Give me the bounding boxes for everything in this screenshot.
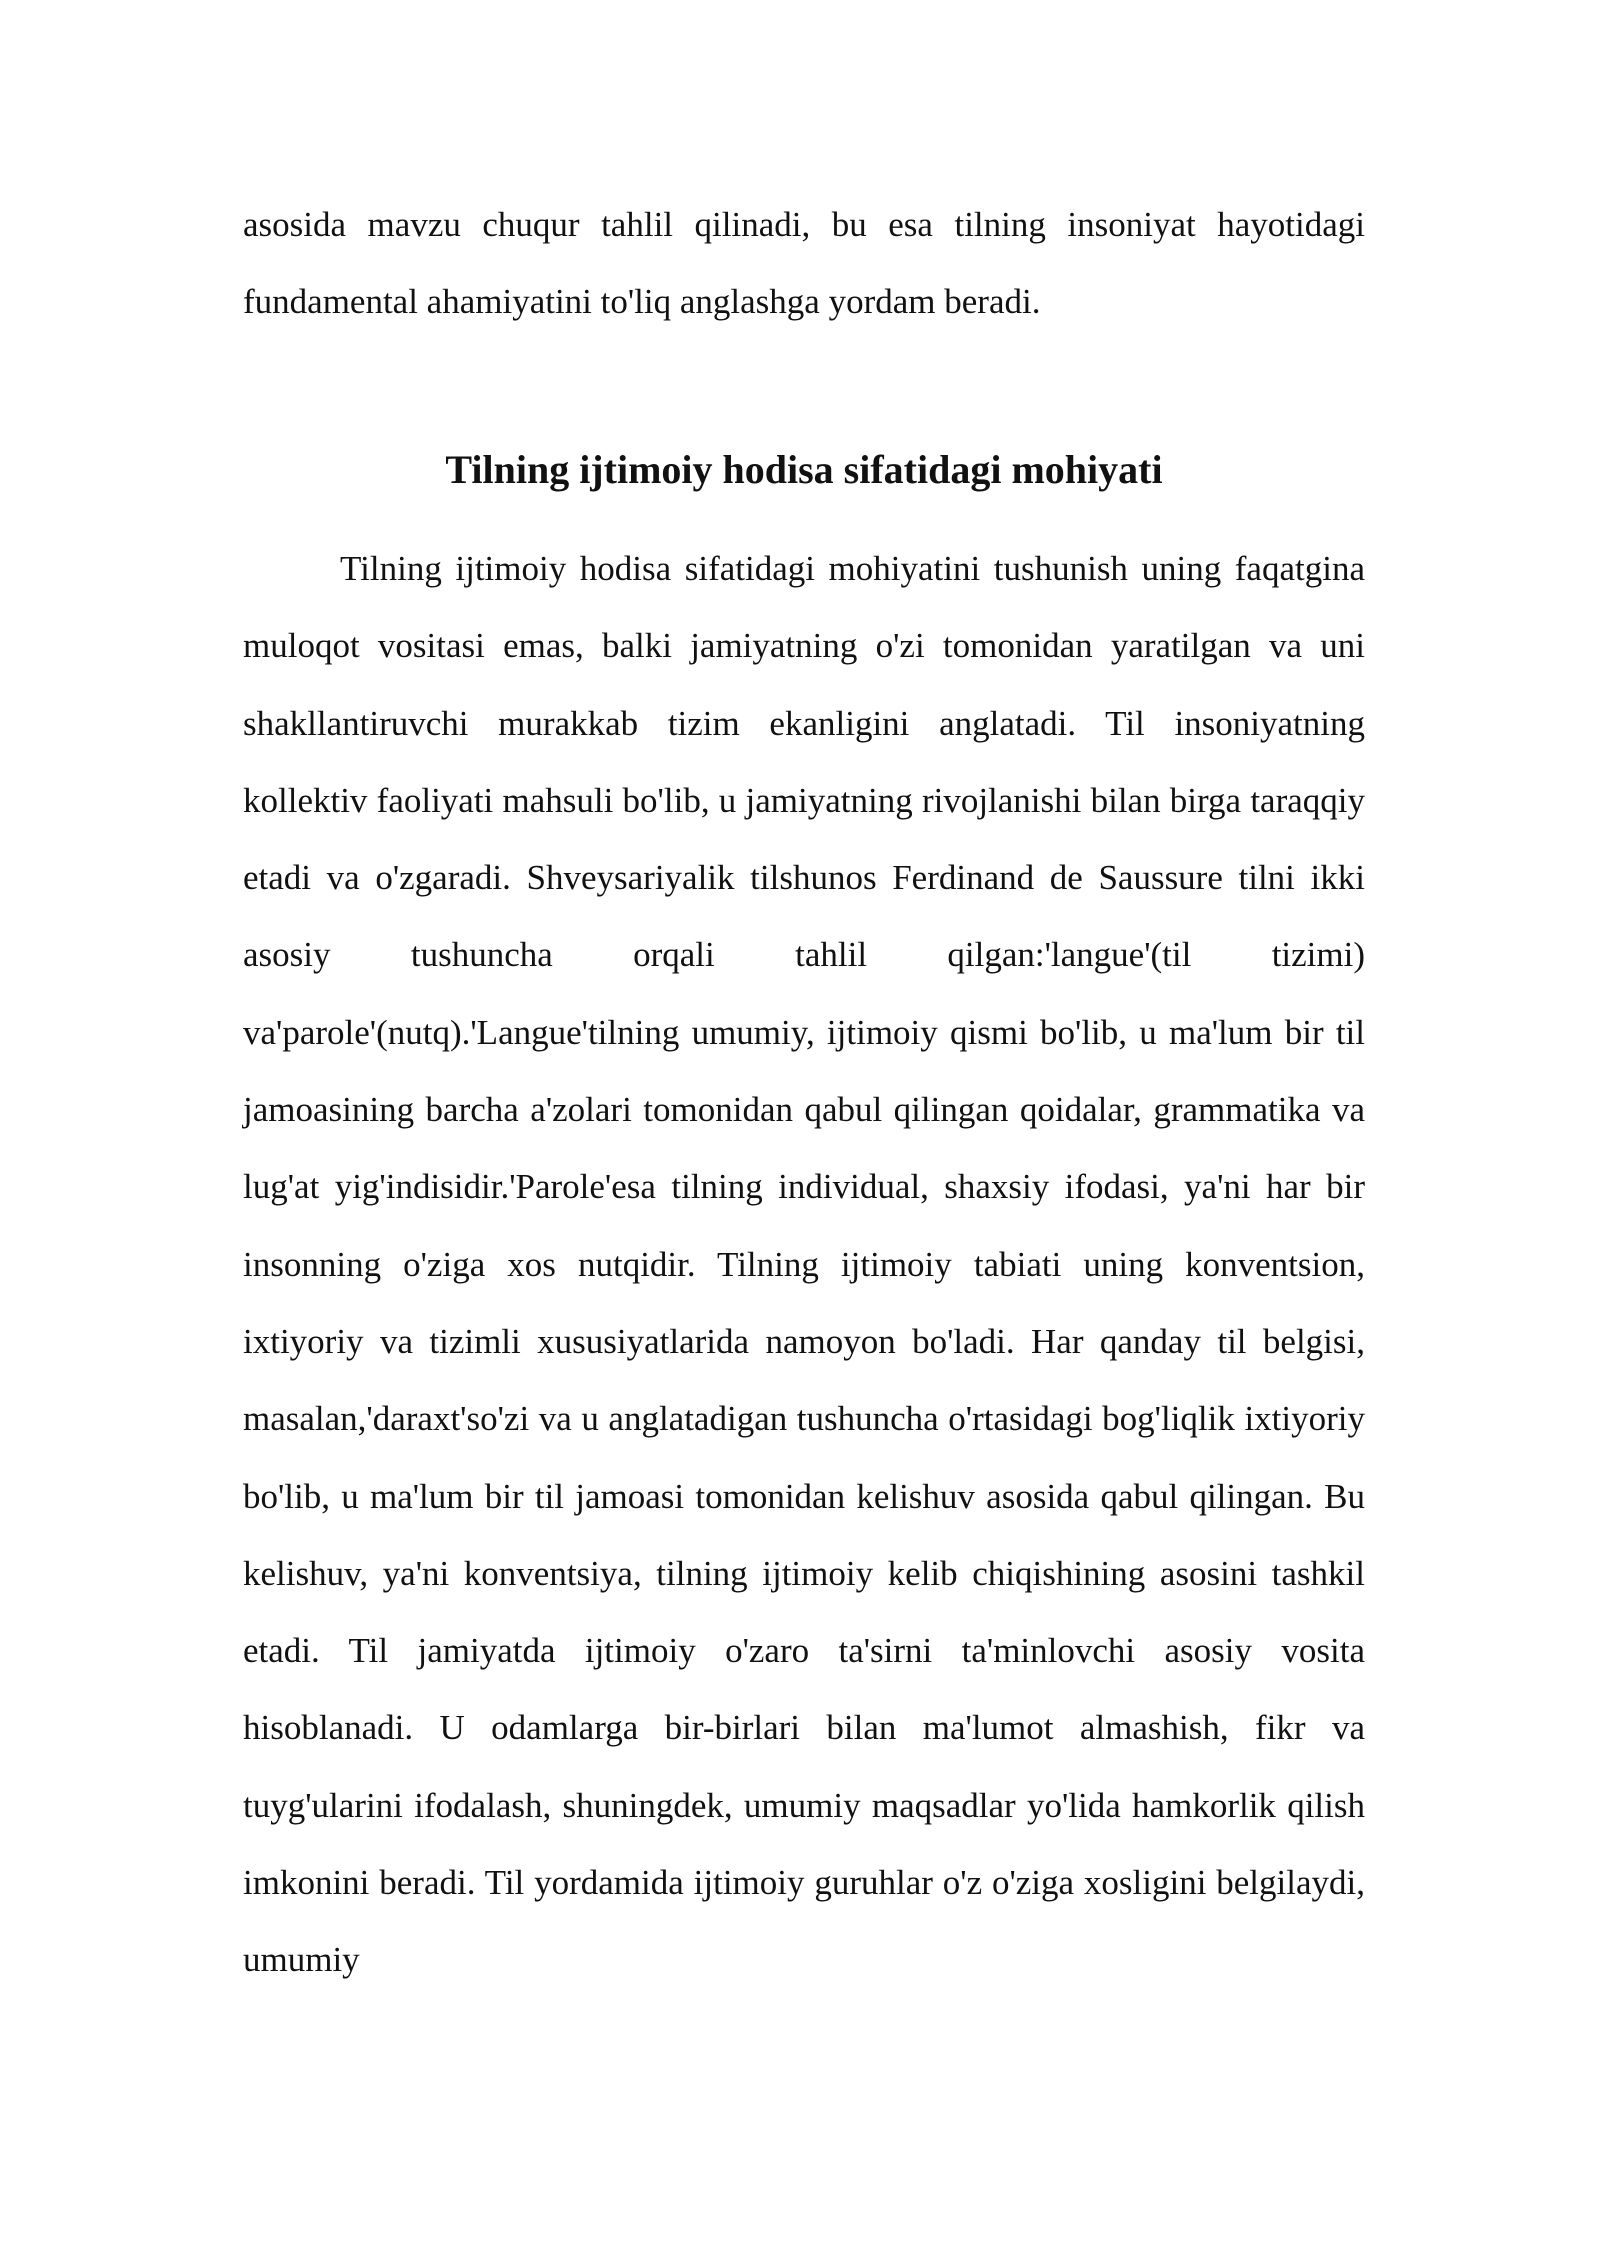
intro-paragraph: asosida mavzu chuqur tahlil qilinadi, bu esa tilning insoniyat hayotidagi fundamental ahamiyatini to'liq anglashga yordam beradi. [243,205,1365,322]
body-paragraph: Tilning ijtimoiy hodisa sifatidagi mohiyatini tushunish uning faqatgina muloqot vositasi emas, balki jamiyatning o'zi tomonidan yaratilgan va uni shakllantiruvchi murakkab tizim ekanligini anglatadi. Til insoniyatning kollektiv faoliyati mahsuli bo'lib, u jamiyatning rivojlanishi bilan birga taraqqiy etadi va o'zgaradi. Shveysariyalik tilshunos Ferdinand de Saussure tilni ikki asosiy tushuncha orqali tahlil qilgan:'langue'(til tizimi) va'parole'(nutq).'Langue'tilning umumiy, ijtimoiy qismi bo'lib, u ma'lum bir til jamoasining barcha a'zolari tomonidan qabul qilingan qoidalar, grammatika va lug'at yig'indisidir.'Parole'esa tilning individual, shaxsiy ifodasi, ya'ni har bir insonning o'ziga xos nutqidir. Tilning ijtimoiy tabiati uning konventsion, ixtiyoriy va tizimli xususiyatlarida namoyon bo'ladi. Har qanday til belgisi, masalan,'daraxt'so'zi va u anglatadigan tushuncha o'rtasidagi bog'liqlik ixtiyoriy bo'lib, u ma'lum bir til jamoasi tomonidan kelishuv asosida qabul qilingan. Bu kelishuv, ya'ni konventsiya, tilning ijtimoiy kelib chiqishining asosini tashkil etadi. Til jamiyatda ijtimoiy o'zaro ta'sirni ta'minlovchi asosiy vosita hisoblanadi. U odamlarga bir-birlari bilan ma'lumot almashish, fikr va tuyg'ularini ifodalash, shuningdek, umumiy maqsadlar yo'lida hamkorlik qilish imkonini beradi. Til yordamida ijtimoiy guruhlar o'z o'ziga xosligini belgilaydi, umumiy [243,549,1365,1980]
intro-text-block [243,186,1365,341]
body-text-block [243,530,1365,1999]
section-heading: Tilning ijtimoiy hodisa sifatidagi mohiyati [445,447,1163,492]
